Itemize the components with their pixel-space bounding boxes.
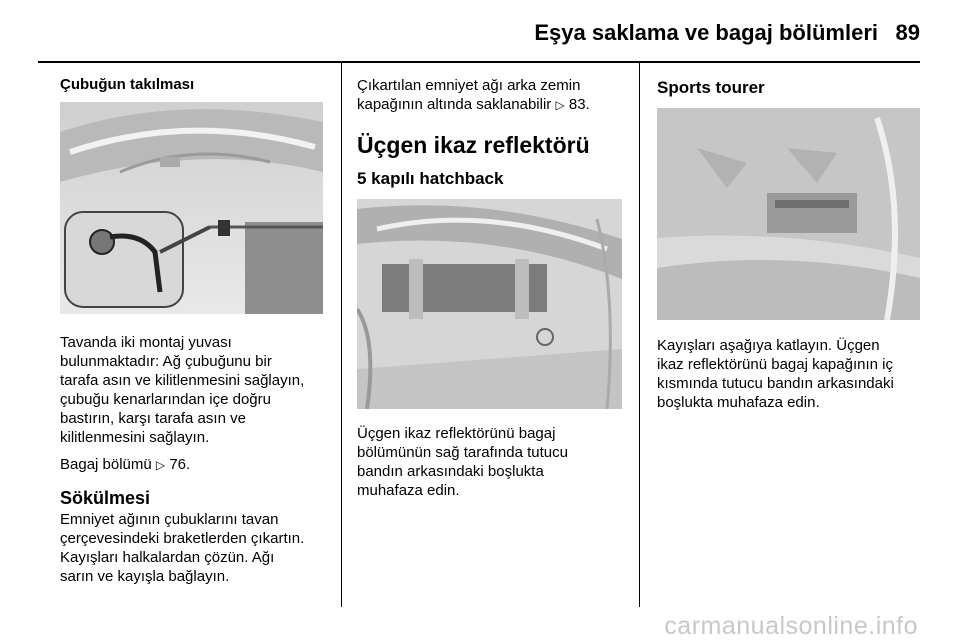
section-heading-rod: Çubuğun takılması <box>60 76 195 93</box>
section-heading-removal: Sökülmesi <box>60 488 151 508</box>
text-line: Üçgen ikaz reflektörünü bagaj <box>357 425 556 442</box>
column-3 <box>657 62 925 412</box>
reference-page: 83. <box>568 96 590 113</box>
header-title: Eşya saklama ve bagaj bölümleri <box>534 20 878 45</box>
text-line: bandın arkasındaki boşlukta <box>357 463 544 480</box>
reference-text: kapağının altında saklanabilir <box>357 96 552 113</box>
text-line: çubuğu kenarlarından içe doğru <box>60 391 271 408</box>
text-line: bastırın, karşı tarafa asın ve <box>60 410 246 427</box>
text-line: bölümünün sağ tarafında tutucu <box>357 444 568 461</box>
text-line: kısmında tutucu bandın arkasındaki <box>657 375 894 392</box>
section-heading-sports-tourer: Sports tourer <box>657 78 765 97</box>
page-reference-arrow-icon: ▷ <box>555 98 565 112</box>
sports-tourer-paragraph <box>657 336 925 412</box>
reference-text: Bagaj bölümü <box>60 456 152 473</box>
hatchback-reflector-icon <box>357 199 622 409</box>
text-line: bulunmaktadır: Ağ çubuğunu bir <box>60 353 272 370</box>
text-line: Tavanda iki montaj yuvası <box>60 334 232 351</box>
text-line: ikaz reflektörünü bagaj kapağının iç <box>657 356 893 373</box>
reference-page: 76. <box>169 456 191 473</box>
page-reference-arrow-icon: ▷ <box>155 458 166 472</box>
page-header <box>0 0 960 62</box>
column-divider <box>341 62 342 607</box>
text-line: Emniyet ağının çubuklarını tavan <box>60 511 279 528</box>
text-line: muhafaza edin. <box>357 482 460 499</box>
text-line: Kayışları aşağıya katlayın. Üçgen <box>657 337 880 354</box>
sports-tourer-reflector-icon <box>657 108 920 320</box>
section-heading-warning-triangle: Üçgen ikaz reflektörü <box>357 132 590 158</box>
cross-reference[interactable] <box>60 455 328 475</box>
cross-reference[interactable] <box>357 95 625 115</box>
text-line: sarın ve kayışla bağlayın. <box>60 568 230 585</box>
rod-install-paragraph <box>60 333 328 447</box>
column-1 <box>60 62 328 586</box>
text-line: çerçevesindeki braketlerden çıkartın. <box>60 530 305 547</box>
reflector-storage-paragraph <box>357 424 625 500</box>
text-line: kilitlenmesini sağlayın. <box>60 429 210 446</box>
watermark: carmanualsonline.info <box>664 612 918 640</box>
subheading-hatchback: 5 kapılı hatchback <box>357 169 504 188</box>
text-line: Çıkartılan emniyet ağı arka zemin <box>357 77 581 94</box>
text-line: Kayışları halkalardan çözün. Ağı <box>60 549 275 566</box>
column-2 <box>357 62 625 500</box>
page-number: 89 <box>895 20 920 45</box>
rod-mounting-icon <box>60 102 323 314</box>
text-line: tarafa asın ve kilitlenmesini sağlayın, <box>60 372 305 389</box>
column-divider <box>639 62 640 607</box>
removal-paragraph <box>60 510 328 586</box>
text-line: boşlukta muhafaza edin. <box>657 394 820 411</box>
storage-note-paragraph <box>357 76 625 115</box>
